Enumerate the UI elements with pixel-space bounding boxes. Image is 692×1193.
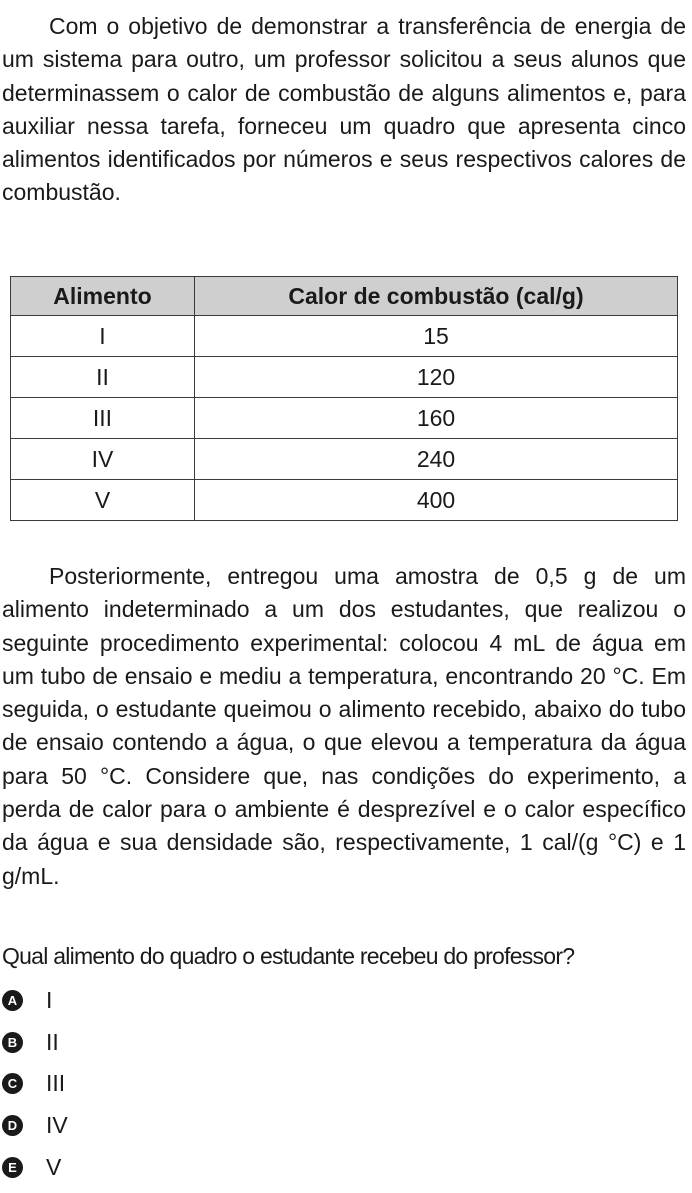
procedure-paragraph: Posteriormente, entregou uma amostra de 0,5 g de um alimento indeterminado a um dos estudantes, que realizou o seguinte procedimento experimental: colocou 4 mL de água em um tubo de ensaio e mediu a temperatura, encontrando 20 °C. Em seguida, o estudante queimou o alimento recebido, abaixo do tubo de ensaio contendo a água, o que elevou a temperatura da água para 50 °C. Considere que, nas condições do experimento, a perda de calor para o ambiente é desprezível e o calor específico da água e sua densidade são, respectivamente, 1 cal/(g °C) e 1 g/mL. — [2, 563, 686, 889]
option-letter-badge: E — [2, 1157, 23, 1178]
option-letter-badge: B — [2, 1032, 23, 1053]
option-d[interactable] — [2, 1110, 68, 1140]
cell-calor: 160 — [195, 398, 678, 439]
option-e[interactable] — [2, 1152, 61, 1182]
option-b[interactable] — [2, 1027, 59, 1057]
table-row — [11, 480, 678, 521]
intro-paragraph: Com o objetivo de demonstrar a transferência de energia de um sistema para outro, um professor solicitou a seus alunos que determinassem o calor de combustão de alguns alimentos e, para auxiliar nessa tarefa, forneceu um quadro que apresenta cinco alimentos identificados por números e seus respectivos calores de combustão. — [2, 13, 686, 206]
cell-calor: 240 — [195, 439, 678, 480]
table-row — [11, 398, 678, 439]
option-text: IV — [46, 1111, 68, 1138]
cell-alimento: III — [11, 398, 195, 439]
option-text: III — [46, 1069, 66, 1096]
cell-calor: 15 — [195, 316, 678, 357]
option-c[interactable] — [2, 1068, 65, 1098]
table-row — [11, 357, 678, 398]
cell-alimento: V — [11, 480, 195, 521]
header-calor: Calor de combustão (cal/g) — [195, 277, 678, 316]
combustion-table — [10, 276, 678, 521]
option-letter-badge: C — [2, 1073, 23, 1094]
table-header-row — [11, 277, 678, 316]
option-text: I — [46, 986, 53, 1013]
cell-alimento: I — [11, 316, 195, 357]
option-text: V — [46, 1153, 62, 1180]
option-text: II — [46, 1028, 59, 1055]
cell-calor: 400 — [195, 480, 678, 521]
option-a[interactable] — [2, 985, 52, 1015]
header-alimento: Alimento — [11, 277, 195, 316]
option-letter-badge: A — [2, 990, 23, 1011]
cell-calor: 120 — [195, 357, 678, 398]
table-row — [11, 439, 678, 480]
question-text: Qual alimento do quadro o estudante recebeu do professor? — [2, 943, 575, 969]
option-letter-badge: D — [2, 1115, 23, 1136]
cell-alimento: II — [11, 357, 195, 398]
table-row — [11, 316, 678, 357]
cell-alimento: IV — [11, 439, 195, 480]
